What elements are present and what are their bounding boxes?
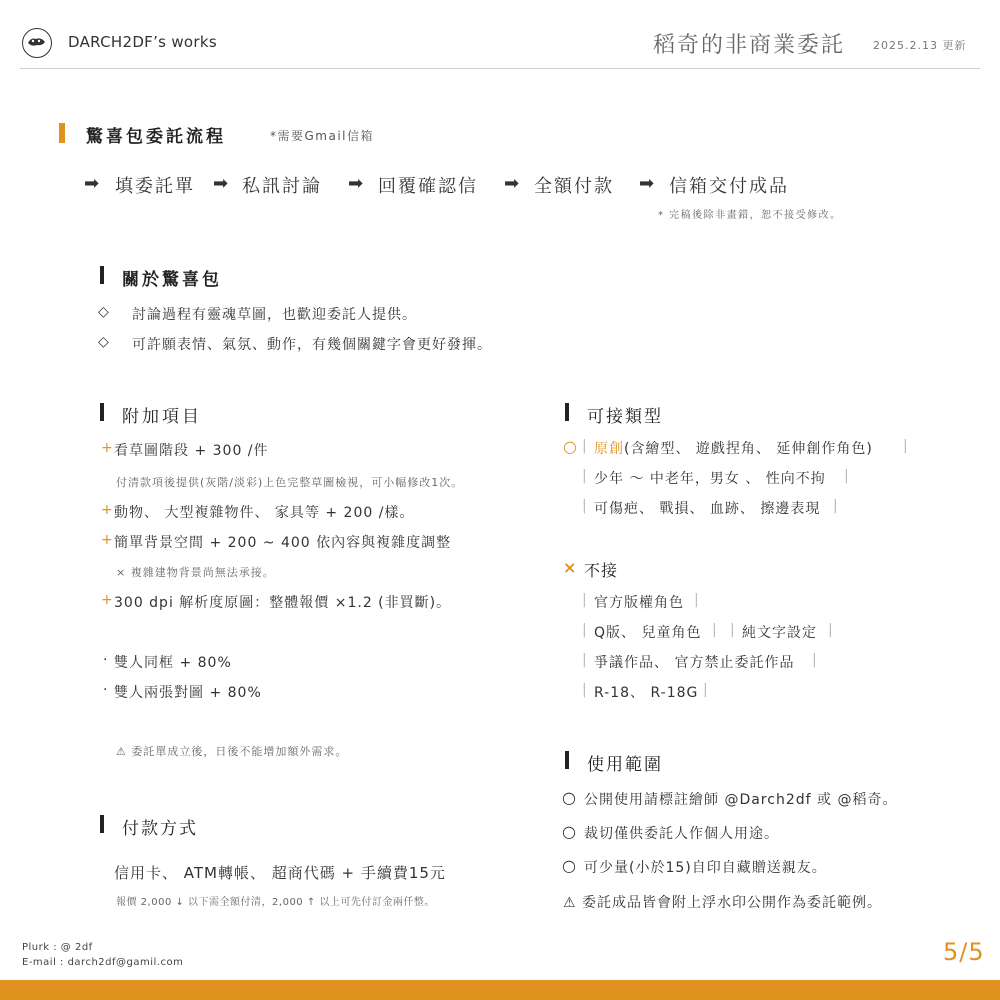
separator: | xyxy=(582,682,588,698)
separator: | xyxy=(582,652,588,668)
payment-note: 報價 2,000 ↓ 以下需全額付清，2,000 ↑ 以上可先付訂金兩仟整。 xyxy=(116,897,435,908)
accept-original-detail: (含繪型、 遊戲捏角、 延伸創作角色) xyxy=(624,441,873,457)
accept-original: 原創 xyxy=(594,441,624,457)
header-divider xyxy=(20,68,980,69)
footer-bar xyxy=(0,980,1000,1000)
section-marker xyxy=(565,403,569,421)
accept-line-3: 可傷疤、 戰損、 血跡、 擦邊表現 xyxy=(594,501,821,517)
section-marker xyxy=(100,815,104,833)
separator: | xyxy=(844,468,850,484)
separator: | xyxy=(730,622,736,638)
reject-line-4: R-18、 R-18G xyxy=(594,685,699,701)
circle-bullet-icon: ○ xyxy=(562,856,576,875)
reject-line-3: 爭議作品、 官方禁止委託作品 xyxy=(594,655,795,671)
plus-icon: + xyxy=(101,592,114,608)
brand-name: DARCH2DF’s works xyxy=(68,33,217,51)
logo-icon xyxy=(22,28,52,58)
process-note: *需要Gmail信箱 xyxy=(270,129,375,143)
process-heading: 驚喜包委託流程 xyxy=(86,127,226,147)
extras-heading: 附加項目 xyxy=(122,407,202,427)
separator: | xyxy=(582,592,588,608)
plus-icon: + xyxy=(101,532,114,548)
accept-heading: 可接類型 xyxy=(587,407,663,427)
separator: | xyxy=(712,622,718,638)
separator: | xyxy=(828,622,834,638)
separator: | xyxy=(833,498,839,514)
dot-bullet-icon: · xyxy=(103,652,109,668)
footer-plurk: Plurk : @ 2df xyxy=(22,942,93,953)
extras-item-5: 雙人同框 + 80% xyxy=(114,655,232,671)
extras-item-4: 300 dpi 解析度原圖：整體報價 ×1.2 (非買斷)。 xyxy=(114,595,452,611)
diamond-bullet-icon: ◇ xyxy=(98,304,110,320)
separator: | xyxy=(903,438,909,454)
usage-item-1: 公開使用請標註繪師 @Darch2df 或 @稻奇。 xyxy=(584,792,898,808)
diamond-bullet-icon: ◇ xyxy=(98,334,110,350)
separator: | xyxy=(582,622,588,638)
update-date: 2025.2.13 更新 xyxy=(873,39,967,52)
separator: | xyxy=(812,652,818,668)
plus-icon: + xyxy=(101,440,114,456)
dot-bullet-icon: · xyxy=(103,682,109,698)
payment-heading: 付款方式 xyxy=(122,819,198,839)
reject-line-2a: Q版、 兒童角色 xyxy=(594,625,702,641)
arrow-icon: ➡ xyxy=(348,173,364,194)
separator: | xyxy=(582,498,588,514)
process-step-5: 信箱交付成品 xyxy=(669,176,789,197)
process-step-2: 私訊討論 xyxy=(242,176,322,197)
accept-line-2: 少年 ～ 中老年，男女 、 性向不拘 xyxy=(594,471,826,487)
extras-item-6: 雙人兩張對圖 + 80% xyxy=(114,685,262,701)
section-marker xyxy=(59,123,65,143)
section-marker xyxy=(100,266,104,284)
arrow-icon: ➡ xyxy=(504,173,520,194)
usage-warning: ⚠ 委託成品皆會附上浮水印公開作為委託範例。 xyxy=(563,895,882,911)
page-number: 5/5 xyxy=(943,938,985,966)
reject-line-1: 官方版權角色 xyxy=(594,595,684,611)
section-marker xyxy=(565,751,569,769)
section-marker xyxy=(100,403,104,421)
process-step-4: 全額付款 xyxy=(534,176,614,197)
arrow-icon: ➡ xyxy=(84,173,100,194)
circle-bullet-icon: ○ xyxy=(562,822,576,841)
process-disclaimer: * 完稿後除非畫錯，恕不接受修改。 xyxy=(658,210,842,221)
extras-warning: ⚠ 委託單成立後，日後不能增加額外需求。 xyxy=(116,745,348,758)
about-heading: 關於驚喜包 xyxy=(122,270,222,290)
reject-line-2b: 純文字設定 xyxy=(742,625,817,641)
usage-heading: 使用範圍 xyxy=(587,755,663,775)
separator: | xyxy=(582,438,588,454)
x-icon: × xyxy=(563,558,577,577)
arrow-icon: ➡ xyxy=(213,173,229,194)
arrow-icon: ➡ xyxy=(639,173,655,194)
usage-item-2: 裁切僅供委託人作個人用途。 xyxy=(584,826,779,842)
extras-item-2: 動物、 大型複雜物件、 家具等 + 200 /樣。 xyxy=(114,505,415,521)
payment-methods: 信用卡、 ATM轉帳、 超商代碼 + 手續費15元 xyxy=(114,864,446,882)
extras-item-1: 看草圖階段 + 300 /件 xyxy=(114,443,269,459)
usage-item-3: 可少量(小於15)自印自藏贈送親友。 xyxy=(584,860,827,876)
extras-item-3-note: × 複雜建物背景尚無法承接。 xyxy=(116,566,275,579)
process-step-1: 填委託單 xyxy=(115,176,195,197)
process-step-3: 回覆確認信 xyxy=(378,176,478,197)
footer-email: E-mail : darch2df@gamil.com xyxy=(22,957,184,968)
extras-item-1-note: 付清款項後提供(灰階/淡彩)上色完整草圖檢視，可小幅修改1次。 xyxy=(116,476,464,489)
circle-bullet-icon: ○ xyxy=(563,437,577,456)
reject-heading: 不接 xyxy=(584,561,619,580)
about-item-1: 討論過程有靈魂草圖，也歡迎委託人提供。 xyxy=(132,307,417,323)
separator: | xyxy=(582,468,588,484)
about-item-2: 可許願表情、氣氛、動作，有幾個關鍵字會更好發揮。 xyxy=(132,337,492,353)
extras-item-3: 簡單背景空間 + 200 ~ 400 依內容與複雜度調整 xyxy=(114,535,452,551)
page-title: 稻奇的非商業委託 xyxy=(653,33,846,58)
separator: | xyxy=(703,682,709,698)
circle-bullet-icon: ○ xyxy=(562,788,576,807)
plus-icon: + xyxy=(101,502,114,518)
separator: | xyxy=(694,592,700,608)
